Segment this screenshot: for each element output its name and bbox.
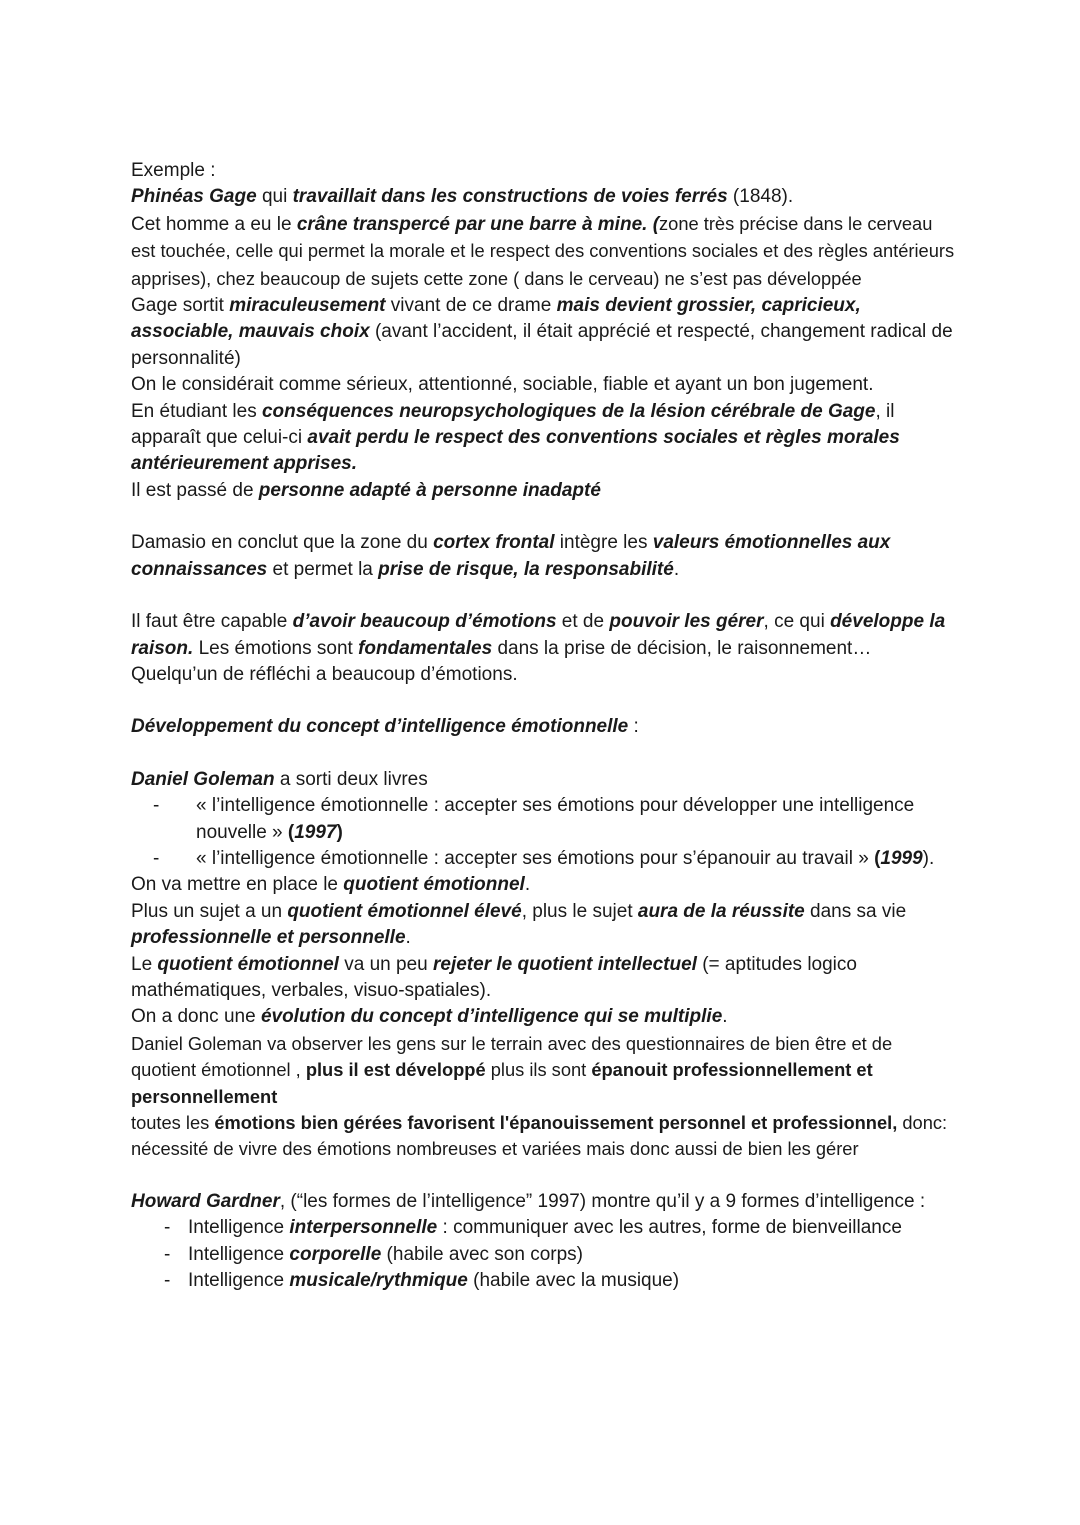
text-run: zone très précise dans le cerveau est touchée, celle qui permet la morale et le respect des conventions sociales et des règles antérieurs apprises), chez beaucoup de sujets cette zone ( dans le cerveau) ne s’est pas développée [131,212,955,289]
list-item [131,793,961,846]
text-run: émotions bien gérées favorisent l'épanouissement personnel et professionnel, [214,1112,898,1133]
text-run: ( [287,821,295,843]
text-run: dans sa vie [804,900,907,922]
text-run: (habile avec son corps) [381,1243,583,1265]
text-run: donc: nécessité de vivre des émotions nombreuses et variées mais donc aussi de bien les gérer [131,1112,948,1160]
text-run: Il est passé de [131,479,259,501]
text-run: épanouit professionnellement et personnellement [131,1059,873,1107]
damasio-paragraph [131,530,961,583]
text-run: Phinéas Gage [131,186,257,208]
goleman-books-list [131,793,961,872]
text-run: a sorti deux livres [274,768,428,790]
text-run: Cet homme a eu le [131,213,297,235]
list-item [131,1242,961,1268]
text-run: . [405,927,411,949]
text-run: fondamentales [358,637,493,659]
text-run: ( [874,847,881,869]
text-run: 1999 [880,847,923,869]
goleman-field-study [131,1031,961,1110]
text-run: intègre les [554,532,653,554]
text-run: On a donc une [131,1006,261,1028]
eq-vs-iq [131,952,961,1005]
text-run: (avant l’accident, il était apprécié et respecté, changement radical de personnalité) [131,321,953,369]
section-heading [131,714,961,740]
text-run: (habile avec la musique) [467,1270,680,1292]
text-run: toutes les [131,1112,215,1133]
list-item [131,1215,961,1241]
text-run: prise de risque, la responsabilité [378,558,674,580]
text-run: En étudiant les [131,400,262,422]
text-run: musicale/rythmique [289,1270,468,1292]
gage-consequences [131,399,961,478]
text-run: : [628,716,639,738]
text-run: évolution du concept d’intelligence qui se multiplie [260,1006,723,1028]
emotions-paragraph [131,609,961,662]
text-run: On va mettre en place le [131,874,344,896]
text-run: Il faut être capable [131,611,293,633]
text-run: « l’intelligence émotionnelle : accepter ses émotions pour s’épanouir au travail » [196,847,875,869]
text-run: ). [922,847,935,869]
gage-conclusion [131,478,961,504]
emotion-management [131,1110,961,1163]
text-run: Intelligence [188,1270,290,1292]
text-run: Plus un sujet a un [131,900,288,922]
goleman-intro [131,767,961,793]
text-run: valeurs émotionnelles aux connaissances [131,532,891,580]
text-run: ) [336,821,343,843]
text-run: , (“les formes de l’intelligence” 1997) montre qu’il y a 9 formes d’intelligence : [279,1190,926,1212]
text-run: aura de la réussite [637,900,805,922]
list-item [131,846,961,872]
text-run: d’avoir beaucoup d’émotions [292,611,557,633]
text-run: développe la raison. [131,611,946,659]
text-run: va un peu [338,953,433,975]
text-run: conséquences neuropsychologiques de la lésion cérébrale de Gage [261,400,876,422]
text-run: miraculeusement [229,295,386,317]
text-run: plus ils sont [485,1059,592,1081]
text-run: (1848). [727,186,794,208]
text-run: et de [556,611,610,633]
text-run: Les émotions sont [193,637,359,659]
text-run: corporelle [289,1243,382,1265]
gardner-intro [131,1189,961,1215]
text-run: , plus le sujet [521,900,638,922]
text-run: Damasio en conclut que la zone du [131,532,434,554]
example-heading: Exemple : [131,160,216,181]
text-run: , ce qui [763,611,831,633]
text-run: . [524,874,531,896]
text-run: mais devient grossier, capricieux, associable, mauvais choix [131,295,861,343]
text-run: Gage sortit [131,295,230,317]
gage-before: On le considérait comme sérieux, attentionné, sociable, fiable et ayant un bon jugement. [131,374,874,396]
text-run: Le [131,953,158,975]
intelligence-evolution [131,1004,961,1030]
eq-success [131,899,961,952]
text-run: avait perdu le respect des conventions sociales et règles morales antérieurement apprises. [131,427,900,475]
text-run: cortex frontal [433,532,555,554]
text-run: Daniel Goleman [131,768,275,790]
text-run: , il apparaît que celui-ci [131,400,895,449]
text-run: Intelligence [188,1243,290,1265]
list-item [131,1268,961,1294]
text-run: Développement du concept d’intelligence émotionnelle [131,716,629,738]
gardner-list [131,1215,961,1294]
emotions-note: Quelqu’un de réfléchi a beaucoup d’émotions. [131,663,518,685]
gage-survival [131,293,961,372]
text-run: (= aptitudes logico mathématiques, verbales, visuo-spatiales). [131,953,857,1001]
text-run: rejeter le quotient intellectuel [433,953,697,975]
gage-intro [131,184,961,210]
text-run: crâne transpercé par une barre à mine. ( [296,213,660,235]
text-run: . [722,1006,728,1028]
text-run: 1997 [294,821,337,843]
text-run: vivant de ce drame [385,295,557,317]
text-run: dans la prise de décision, le raisonnement… [492,637,872,659]
text-run: et permet la [267,558,379,580]
text-run: travaillait dans les constructions de voies ferrés [292,186,728,208]
text-run: quotient émotionnel élevé [287,900,522,922]
text-run: plus il est développé [305,1059,486,1081]
text-run: quotient émotionnel [157,953,339,975]
text-run: « l’intelligence émotionnelle : accepter ses émotions pour développer une intelligence nouvelle » [196,795,915,843]
text-run: Intelligence [188,1217,290,1239]
text-run: pouvoir les gérer [609,611,764,633]
text-run: quotient émotionnel [343,874,525,896]
document-page [131,158,961,1294]
text-run: . [673,558,680,580]
text-run: Howard Gardner [131,1190,280,1212]
text-run: qui [256,186,293,208]
text-run: : communiquer avec les autres, forme de bienveillance [437,1217,902,1239]
text-run: interpersonnelle [289,1217,438,1239]
text-run: personne adapté à personne inadapté [258,479,601,501]
text-run: professionnelle et personnelle [131,927,406,949]
text-run: Daniel Goleman va observer les gens sur le terrain avec des questionnaires de bien être et de quotient émotionnel , [131,1032,893,1081]
eq-setup [131,872,961,898]
gage-injury [131,211,961,293]
